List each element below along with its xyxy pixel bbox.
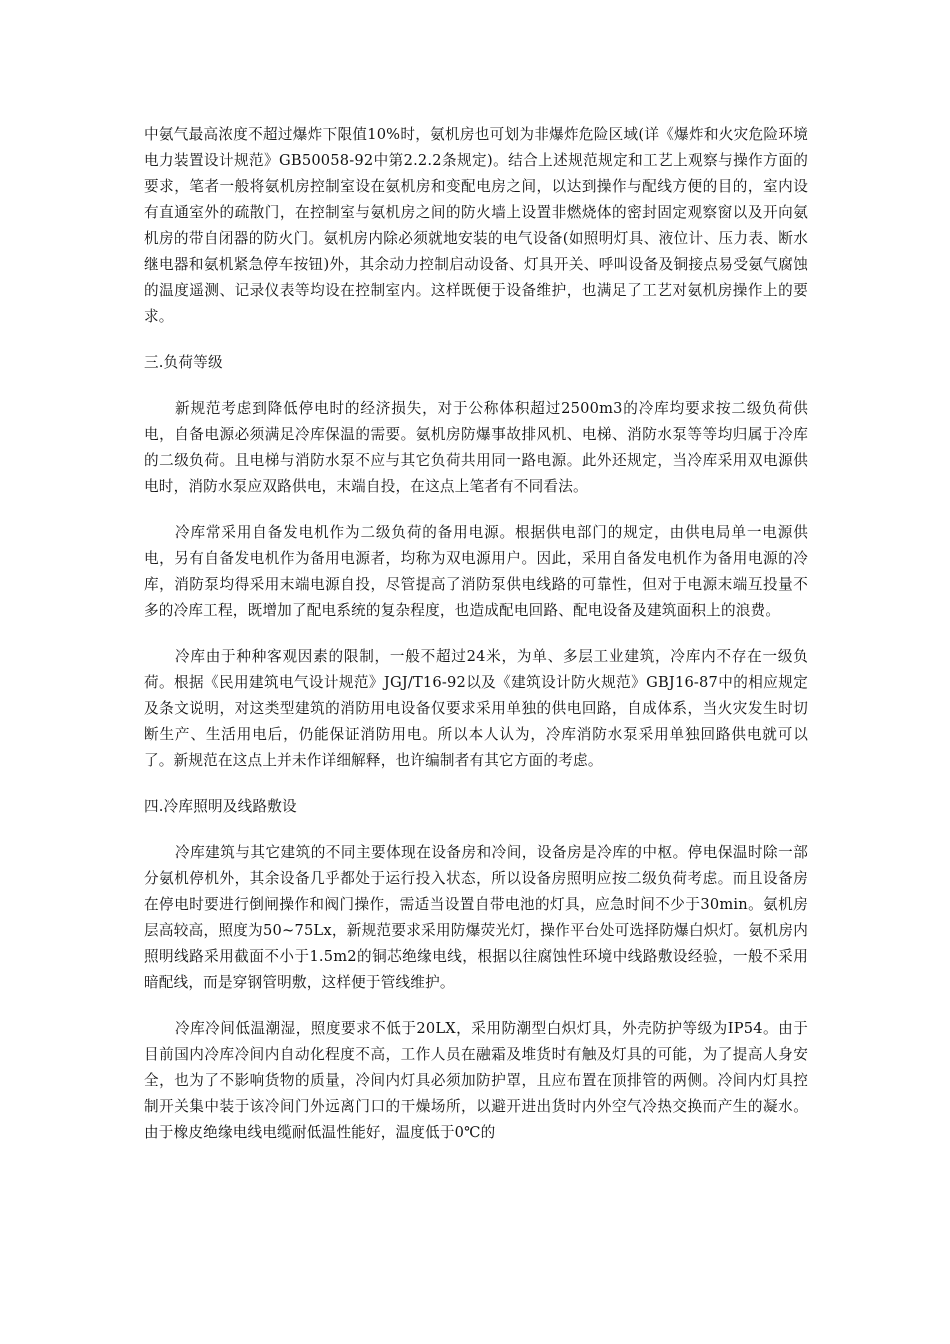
paragraph-cold-room-lighting: 冷库冷间低温潮湿，照度要求不低于20LX，采用防潮型白炽灯具，外壳防护等级为IP54。由于目前国内冷库冷间内自动化程度不高，工作人员在融霜及堆货时有触及灯具的可能，为了提高人身安全，也为了不影响货物的质量，冷间内灯具必须加防护罩，且应布置在顶排管的两侧。冷间内灯具控制开关集中装于该冷间门外远离门口的干燥场所，以避开进出货时内外空气冷热交换而产生的凝水。由于橡皮绝缘电线电缆耐低温性能好，温度低于0℃的 (144, 1020, 808, 1141)
paragraph-ammonia-room-control: 中氨气最高浓度不超过爆炸下限值10%时，氨机房也可划为非爆炸危险区域(详《爆炸和火灾危险环境电力装置设计规范》GB50058-92中第2.2.2条规定)。结合上述规范规定和工艺上观察与操作方面的要求，笔者一般将氨机房控制室设在氨机房和变配电房之间，以达到操作与配线方便的目的，室内设有直通室外的疏散门，在控制室与氨机房之间的防火墙上设置非燃烧体的密封固定观察窗以及开向氨机房的带自闭器的防火门。氨机房内除必须就地安装的电气设备(如照明灯具、液位计、压力表、断水继电器和氨机紧急停车按钮)外，其余动力控制启动设备、灯具开关、呼叫设备及铜接点易受氨气腐蚀的温度遥测、记录仪表等均设在控制室内。这样既便于设备维护，也满足了工艺对氨机房操作上的要求。 (144, 126, 808, 325)
section-heading-lighting-wiring: 四.冷库照明及线路敷设 (144, 798, 297, 815)
paragraph-equipment-room-lighting: 冷库建筑与其它建筑的不同主要体现在设备房和冷间，设备房是冷库的中枢。停电保温时除一部分氨机停机外，其余设备几乎都处于运行投入状态，所以设备房照明应按二级负荷考虑。而且设备房在停电时要进行倒闸操作和阀门操作，需适当设置自带电池的灯具，应急时间不少于30min。氨机房层高较高，照度为50~75Lx，新规范要求采用防爆荧光灯，操作平台处可选择防爆白炽灯。氨机房内照明线路采用截面不小于1.5m2的铜芯绝缘电线，根据以往腐蚀性环境中线路敷设经验，一般不采用暗配线，而是穿钢管明敷，这样便于管线维护。 (144, 844, 808, 991)
document-body (144, 122, 808, 1146)
paragraph-load-class-rules: 新规范考虑到降低停电时的经济损失，对于公称体积超过2500m3的冷库均要求按二级负荷供电，自备电源必须满足冷库保温的需要。氨机房防爆事故排风机、电梯、消防水泵等等均归属于冷库的二级负荷。且电梯与消防水泵不应与其它负荷共用同一路电源。此外还规定，当冷库采用双电源供电时，消防水泵应双路供电，末端自投，在这点上笔者有不同看法。 (144, 400, 808, 495)
paragraph-backup-generator: 冷库常采用自备发电机作为二级负荷的备用电源。根据供电部门的规定，由供电局单一电源供电，另有自备发电机作为备用电源者，均称为双电源用户。因此，采用自备发电机作为备用电源的冷库，消防泵均得采用末端电源自投，尽管提高了消防泵供电线路的可靠性，但对于电源末端互投量不多的冷库工程，既增加了配电系统的复杂程度，也造成配电回路、配电设备及建筑面积上的浪费。 (144, 524, 808, 619)
paragraph-fire-pump-supply: 冷库由于种种客观因素的限制，一般不超过24米，为单、多层工业建筑，冷库内不存在一级负荷。根据《民用建筑电气设计规范》JGJ/T16-92以及《建筑设计防火规范》GBJ16-87中的相应规定及条文说明，对这类型建筑的消防用电设备仅要求采用单独的供电回路，自成体系，当火灾发生时切断生产、生活用电后，仍能保证消防用电。所以本人认为，冷库消防水泵采用单独回路供电就可以了。新规范在这点上并未作详细解释，也许编制者有其它方面的考虑。 (144, 648, 808, 769)
section-heading-load-class: 三.负荷等级 (144, 354, 223, 371)
